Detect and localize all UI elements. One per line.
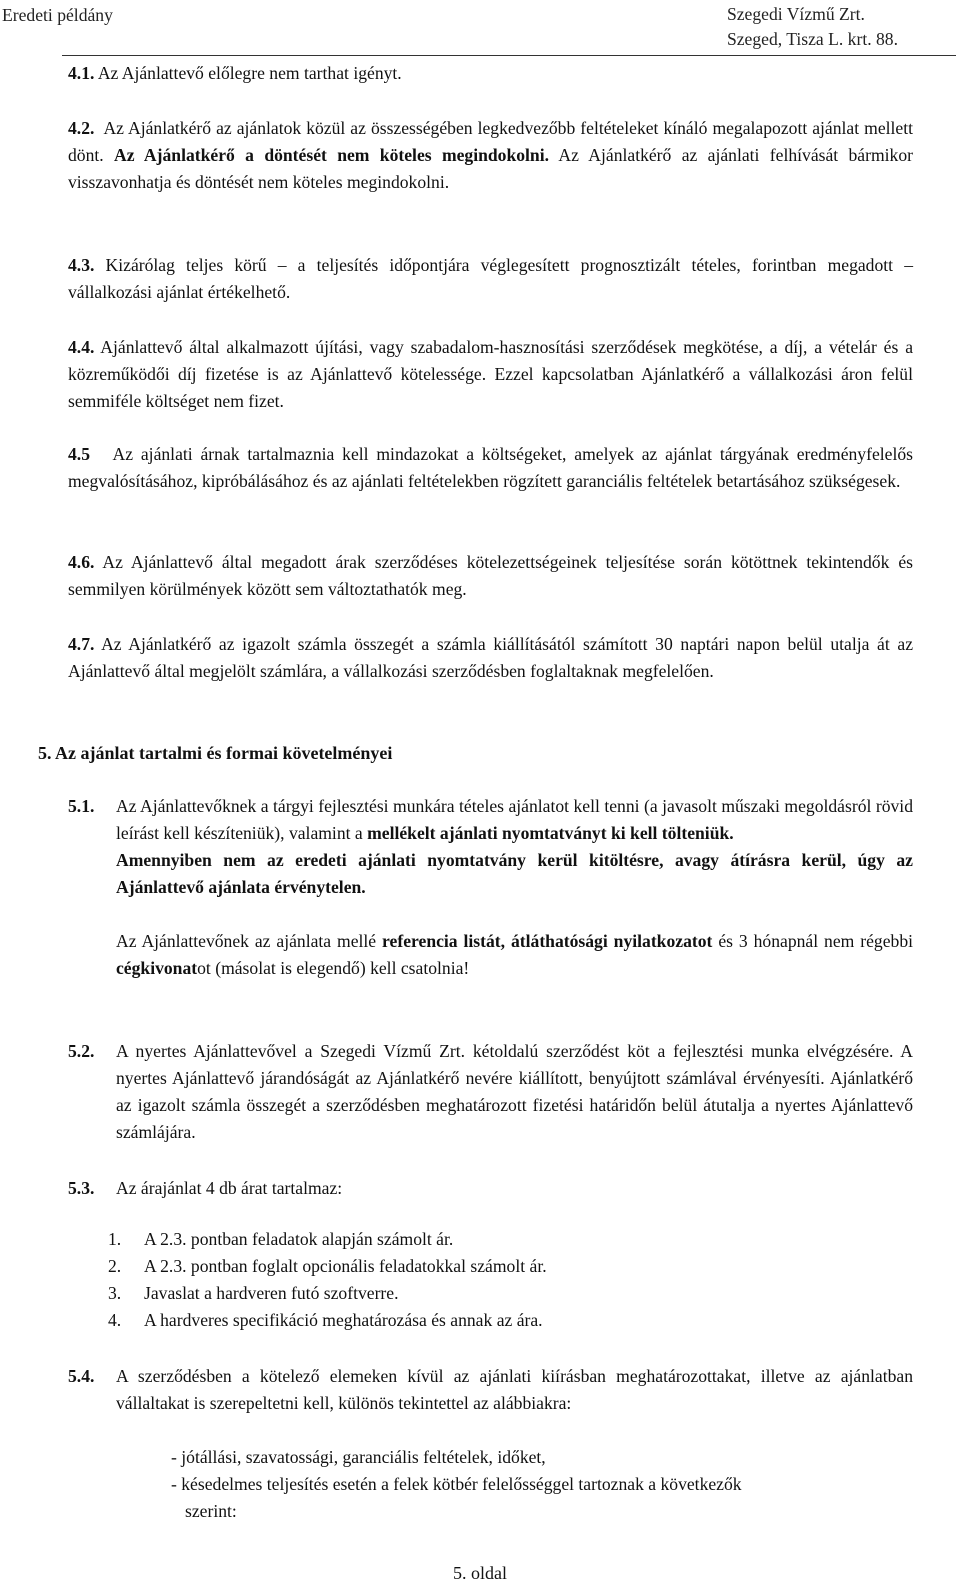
para-attachments: [116, 928, 913, 982]
para-text: Az ajánlati árnak tartalmaznia kell mindazokat a költségeket, amelyek az ajánlat tárgyának eredményfelelős megvalósításához, kipróbálásához és az ajánlati feltételekben rögzített garanciális feltételek betartásához szükségesek.: [68, 444, 913, 491]
para-number: 4.5: [68, 444, 90, 464]
para-text-bold: cégkivonat: [116, 958, 198, 978]
para-text: és 3 hónapnál nem régebbi: [718, 931, 914, 951]
para-number: 4.2.: [68, 118, 95, 138]
header-company: Szegedi Vízmű Zrt.: [726, 4, 865, 24]
para-text: ot (másolat is elegendő) kell csatolnia!: [197, 958, 470, 978]
para-text: Az Ajánlatkérő az ajánlati felhívását bármikor visszavonhatja és döntését nem köteles megindokolni.: [68, 145, 914, 192]
para-text: Ajánlattevő által alkalmazott újítási, vagy szabadalom-hasznosítási szerződések megkötése, a díj, a vételár és a közreműködői díj fizetése is az Ajánlattevő kötelessége. Ezzel kapcsolatban Ajánlatkérő a vállalkozási áron felül semmiféle költséget nem fizet.: [68, 337, 914, 411]
header-right: [727, 2, 898, 52]
para-text-bold: Az Ajánlatkérő a döntését nem köteles megindokolni.: [114, 145, 550, 165]
header-rule: [62, 55, 956, 56]
list-item: [108, 1253, 547, 1280]
para-number: 4.4.: [68, 337, 95, 357]
para-5-4: [116, 1363, 913, 1417]
para-number: 4.7.: [68, 634, 95, 654]
para-4-7: [68, 631, 913, 685]
para-text: Kizárólag teljes körű – a teljesítés időpontjára véglegesített prognosztizált tételes, forintban megadott – vállalkozási ajánlat értékelhető.: [68, 255, 913, 302]
list-text: Javaslat a hardveren futó szoftverre.: [144, 1283, 399, 1303]
list-text: A 2.3. pontban feladatok alapján számolt ár.: [144, 1229, 454, 1249]
list-number: 4.: [108, 1310, 122, 1330]
para-number: 4.3.: [68, 255, 95, 275]
para-5-3-number: 5.3.: [68, 1178, 95, 1198]
para-text-bold: referencia listát, átláthatósági nyilatkozatot: [382, 931, 713, 951]
para-text: Az Ajánlattevő által megadott árak szerződéses kötelezettségeinek teljesítése során kötöttnek tekintendők és semmilyen körülmények között sem változtathatók meg.: [68, 552, 914, 599]
para-number: 4.6.: [68, 552, 95, 572]
list-text: A hardveres specifikáció meghatározása és annak az ára.: [144, 1310, 543, 1330]
list-item: [108, 1280, 547, 1307]
para-number: 4.1.: [68, 63, 95, 83]
para-text: Az Ajánlattevőnek az ajánlata mellé: [116, 931, 377, 951]
para-5-1: [116, 793, 913, 982]
para-4-6: [68, 549, 913, 603]
page-number: 5. oldal: [453, 1563, 507, 1583]
para-4-4: [68, 334, 913, 415]
list-item: [108, 1226, 547, 1253]
header-left: Eredeti példány: [2, 5, 113, 25]
para-5-4-number: 5.4.: [68, 1366, 95, 1386]
para-warning: Amennyiben nem az eredeti ajánlati nyomtatvány kerül kitöltésre, avagy átírásra kerül, úgy az Ajánlattevő ajánlata érvénytelen.: [116, 850, 913, 897]
para-4-5: [68, 441, 913, 495]
para-text: Az Ajánlatkérő az igazolt számla összegét a számla kiállításától számított 30 naptári napon belül utalja át az Ajánlattevő által megjelölt számlára, a vállalkozási szerződésben foglaltaknak megfelelően.: [68, 634, 913, 681]
para-text: A szerződésben a kötelező elemeken kívül az ajánlati kiírásban meghatározottakat, illetve az ajánlatban vállaltakat is szerepeltetni kell, különös tekintettel az alábbiakra:: [116, 1366, 913, 1413]
list-number: 2.: [108, 1256, 122, 1276]
list-number: 1.: [108, 1229, 122, 1249]
list-item: [108, 1307, 547, 1334]
list-text: A 2.3. pontban foglalt opcionális feladatokkal számolt ár.: [144, 1256, 547, 1276]
para-5-3: [116, 1175, 913, 1202]
para-text: Az Ajánlatkérő az ajánlatok közül az összességében legkedvezőbb feltételeket kínáló megalapozott ajánlat mellett dönt.: [68, 118, 913, 165]
para-text: Az Ajánlattevőknek a tárgyi fejlesztési munkára tételes ajánlatot kell tenni (a javasolt műszaki megoldásról rövid leírást kell készíteniük), valamint a: [116, 796, 913, 843]
para-text-bold: mellékelt ajánlati nyomtatványt ki kell tölteniük.: [367, 823, 734, 843]
para-text: Az Ajánlattevő előlegre nem tarthat igényt.: [97, 63, 402, 83]
para-text: A nyertes Ajánlattevővel a Szegedi Vízmű Zrt. kétoldalú szerződést köt a fejlesztési munka elvégzésére. A nyertes Ajánlattevő járandóságát az Ajánlatkérő nevére kiállított, benyújtott számlával érvényesíti. Ajánlatkérő az igazolt számla összegét a szerződésben meghatározott fizetési határidőn belül átutalja a nyertes Ajánlattevő számlájára.: [116, 1041, 913, 1142]
para-4-1: [68, 60, 913, 87]
para-5-2: [116, 1038, 913, 1146]
section-5-title: 5. Az ajánlat tartalmi és formai követelményei: [38, 743, 393, 763]
dash-item-2: - késedelmes teljesítés esetén a felek kötbér felelősséggel tartoznak a következők: [171, 1474, 742, 1494]
price-list: [108, 1226, 547, 1334]
para-5-2-number: 5.2.: [68, 1041, 95, 1061]
header-address: Szeged, Tisza L. krt. 88.: [726, 29, 898, 49]
dash-item-2-cont: szerint:: [185, 1501, 237, 1521]
para-text: Az árajánlat 4 db árat tartalmaz:: [116, 1178, 343, 1198]
dash-item-1: - jótállási, szavatossági, garanciális feltételek, időket,: [171, 1447, 546, 1467]
para-4-3: [68, 252, 913, 306]
para-5-1-number: 5.1.: [68, 796, 95, 816]
para-4-2: [68, 115, 913, 196]
list-number: 3.: [108, 1283, 122, 1303]
